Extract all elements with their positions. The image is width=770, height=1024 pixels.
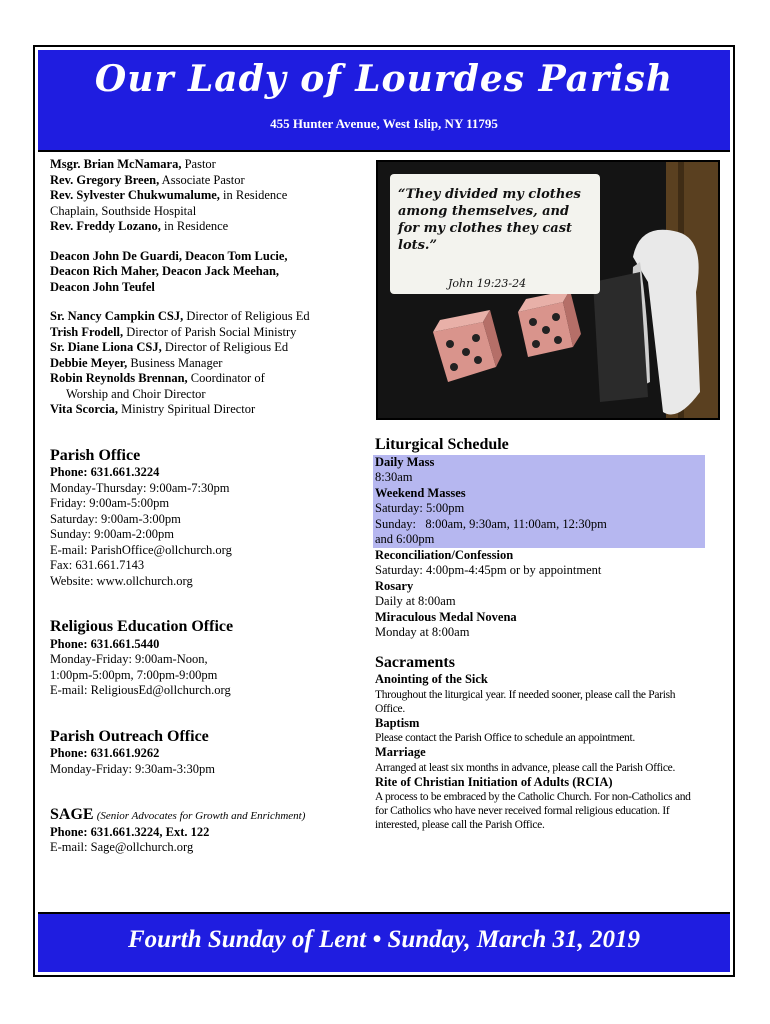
sacrament-label: Anointing of the Sick (375, 672, 488, 686)
sacrament-text: Throughout the liturgical year. If needed sooner, please call the Parish Office. (375, 688, 676, 715)
religious-ed-title: Religious Education Office (50, 618, 234, 635)
sunday-mass: Sunday: 8:00am, 9:30am, 11:00am, 12:30pm (375, 516, 607, 531)
clergy-list (50, 157, 370, 235)
sage-section (50, 807, 370, 856)
sacrament-label: Rite of Christian Initiation of Adults (RCIA) (375, 774, 613, 789)
staff-entry: Robin Reynolds Brennan, Coordinator of (50, 371, 265, 385)
left-column (50, 157, 370, 856)
sage-note: (Senior Advocates for Growth and Enrichment) (96, 810, 306, 822)
parish-office-fax: Fax: 631.661.7143 (50, 558, 145, 572)
religious-ed-email: E-mail: ReligiousEd@ollchurch.org (50, 683, 231, 697)
deacons-list (50, 249, 370, 296)
religious-ed-line: Monday-Friday: 9:00am-Noon, (50, 652, 208, 666)
scripture-reference: John 19:23-24 (448, 277, 527, 290)
mass-schedule-highlight (373, 455, 705, 548)
sacrament-item (375, 672, 705, 716)
staff-entry: Sr. Nancy Campkin CSJ, Director of Religious Ed (50, 309, 310, 323)
clergy-entry: Msgr. Brian McNamara, Pastor (50, 157, 216, 171)
office-hours-line: Friday: 9:00am-5:00pm (50, 496, 170, 510)
clergy-entry: Chaplain, Southside Hospital (50, 203, 197, 218)
outreach-phone: Phone: 631.661.9262 (50, 746, 160, 760)
sacrament-item (375, 716, 705, 746)
parish-name: Our Lady of Lourdes Parish (94, 58, 674, 100)
religious-ed-line: 1:00pm-5:00pm, 7:00pm-9:00pm (50, 667, 218, 682)
religious-ed-section (50, 619, 370, 699)
footer-banner (38, 912, 730, 972)
daily-mass-label: Daily Mass (375, 454, 435, 469)
rosary-label: Rosary (375, 578, 414, 593)
sacrament-item (375, 745, 705, 775)
clergy-entry: Rev. Freddy Lozano, in Residence (50, 219, 229, 233)
scripture-quote: “They divided my clothes among themselves, and for my clothes they cast lots.” (398, 187, 581, 253)
gospel-illustration (376, 160, 720, 420)
sacrament-text: Arranged at least six months in advance, please call the Parish Office. (375, 761, 676, 774)
parish-address: 455 Hunter Avenue, West Islip, NY 11795 (270, 116, 498, 131)
sacrament-label: Marriage (375, 745, 426, 759)
staff-entry: Trish Frodell, Director of Parish Social Ministry (50, 324, 297, 339)
parish-office-phone: Phone: 631.661.3224 (50, 465, 160, 479)
staff-entry: Debbie Meyer, Business Manager (50, 355, 223, 370)
sage-heading (50, 807, 370, 825)
sage-title: SAGE (50, 806, 94, 823)
weekend-masses-label: Weekend Masses (375, 485, 466, 500)
religious-ed-phone: Phone: 631.661.5440 (50, 636, 160, 651)
clergy-entry: Rev. Gregory Breen, Associate Pastor (50, 172, 245, 187)
liturgical-date: Fourth Sunday of Lent • Sunday, March 31, 2019 (127, 926, 641, 953)
parish-office-email: E-mail: ParishOffice@ollchurch.org (50, 542, 232, 557)
staff-entry: Worship and Choir Director (66, 386, 206, 401)
sacraments-title: Sacraments (375, 653, 455, 671)
daily-mass-time: 8:30am (375, 470, 413, 484)
novena-label: Miraculous Medal Novena (375, 609, 517, 624)
sacrament-item (375, 775, 705, 833)
reconciliation-label: Reconciliation/Confession (375, 547, 514, 562)
sage-email: E-mail: Sage@ollchurch.org (50, 840, 194, 854)
sacrament-text: Please contact the Parish Office to schedule an appointment. (375, 732, 635, 744)
saturday-mass: Saturday: 5:00pm (375, 501, 465, 515)
sage-phone: Phone: 631.661.3224, Ext. 122 (50, 824, 210, 839)
header-banner (38, 50, 730, 152)
parish-office-section (50, 448, 370, 590)
bulletin-frame (33, 45, 735, 977)
outreach-title: Parish Outreach Office (50, 727, 209, 745)
staff-list (50, 309, 370, 418)
right-column (375, 437, 705, 832)
deacon-line: Deacon John Teufel (50, 279, 155, 294)
sacrament-text: A process to be embraced by the Catholic Church. For non-Catholics and for Catholics who have never received formal religious education. If interested, please call the Parish Office. (375, 791, 691, 831)
outreach-hours: Monday-Friday: 9:30am-3:30pm (50, 761, 215, 776)
deacon-line: Deacon Rich Maher, Deacon Jack Meehan, (50, 264, 280, 278)
office-hours-line: Monday-Thursday: 9:00am-7:30pm (50, 480, 230, 495)
liturgical-title: Liturgical Schedule (375, 436, 509, 453)
sacrament-label: Baptism (375, 715, 420, 730)
staff-entry: Vita Scorcia, Ministry Spiritual Director (50, 402, 256, 416)
parish-website: Website: www.ollchurch.org (50, 573, 193, 588)
outreach-section (50, 729, 370, 778)
sunday-mass-evening: and 6:00pm (375, 532, 435, 546)
reconciliation-time: Saturday: 4:00pm-4:45pm or by appointment (375, 563, 602, 577)
parish-office-title: Parish Office (50, 446, 141, 464)
office-hours-line: Sunday: 9:00am-2:00pm (50, 527, 174, 541)
staff-entry: Sr. Diane Liona CSJ, Director of Religious Ed (50, 340, 289, 354)
clergy-entry: Rev. Sylvester Chukwumalume, in Residence (50, 188, 288, 202)
deacon-line: Deacon John De Guardi, Deacon Tom Lucie, (50, 248, 288, 263)
office-hours-line: Saturday: 9:00am-3:00pm (50, 511, 181, 526)
rosary-time: Daily at 8:00am (375, 594, 456, 608)
novena-time: Monday at 8:00am (375, 625, 470, 639)
